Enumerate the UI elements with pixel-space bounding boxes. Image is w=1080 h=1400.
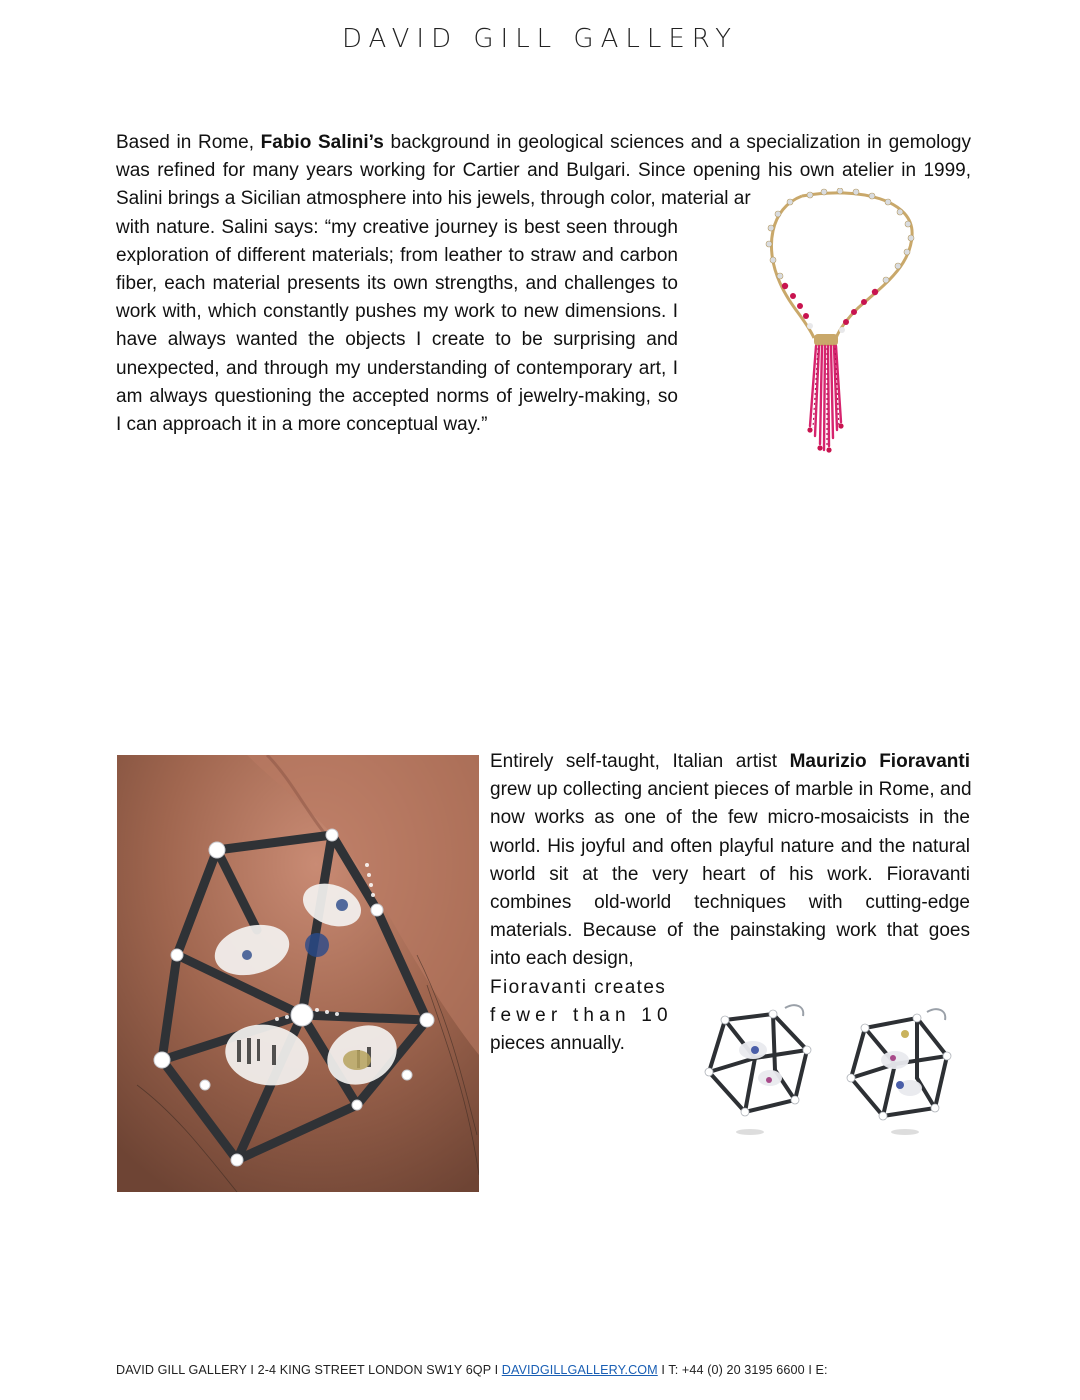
salini-quote-line: am always questioning the accepted norms of jewelry-making, so [116, 385, 678, 407]
earrings-pair-image [695, 1000, 965, 1150]
fioravanti-line: grew up collecting ancient pieces of marble in Rome, and [490, 779, 972, 801]
necklace-image [740, 188, 940, 468]
salini-quote-line: I can approach it in a more conceptual way.” [116, 414, 488, 436]
salini-line-3: Salini brings a Sicilian atmosphere into his jewels, through color, material ar [116, 188, 751, 210]
salini-quote-line: unexpected, and through my understanding of contemporary art, I [116, 357, 678, 379]
salini-quote-line: fiber, each material presents its own strengths, and challenges to [116, 273, 678, 295]
gallery-logo: DAVID GILL GALLERY [341, 24, 739, 54]
artist-name-fioravanti: Maurizio Fioravanti [789, 751, 970, 772]
fioravanti-line: combines old-world techniques with cutting-edge [490, 892, 970, 914]
salini-intro: Based in Rome, [116, 132, 261, 153]
gallery-website-link[interactable]: DAVIDGILLGALLERY.COM [501, 1363, 658, 1377]
fioravanti-narrow-line: Fioravanti creates [490, 976, 667, 998]
fioravanti-narrow-line: fewer than 10 [490, 1004, 673, 1026]
fioravanti-line: now works as one of the few micro-mosaicists in the [490, 807, 970, 829]
footer-contact [116, 1363, 828, 1377]
footer-address: DAVID GILL GALLERY I 2-4 KING STREET LONDON SW1Y 6QP I [116, 1363, 502, 1377]
fioravanti-line-1 [490, 748, 970, 776]
fioravanti-line: materials. Because of the painstaking work that goes [490, 920, 970, 942]
fioravanti-line: world. His joyful and often playful nature and the natural [490, 835, 970, 857]
earring-closeup-photo [117, 755, 479, 1192]
footer-phone: I T: +44 (0) 20 3195 6600 I E: [657, 1363, 828, 1377]
fioravanti-narrow-column [490, 974, 673, 1059]
fioravanti-intro: Entirely self-taught, Italian artist [490, 751, 790, 772]
salini-quote-line: have always wanted the objects I create to be surprising and [116, 329, 678, 351]
salini-intro-rest: background in geological sciences and a specialization in gemology [383, 132, 971, 153]
salini-line-1 [116, 129, 971, 157]
fioravanti-line: world sit at the very heart of his work. Fioravanti [490, 863, 970, 885]
fioravanti-narrow-line: pieces annually. [490, 1033, 625, 1055]
salini-quote-line: work with, which constantly pushes my work to new dimensions. I [116, 301, 678, 323]
salini-quote-line: exploration of different materials; from leather to straw and carbon [116, 244, 678, 266]
artist-name-salini: Fabio Salini’s [260, 132, 384, 153]
salini-quote-line: with nature. Salini says: “my creative journey is best seen through [116, 216, 678, 238]
salini-line-2: was refined for many years working for Cartier and Bulgari. Since opening his own atelier in 1999, [116, 160, 971, 182]
salini-quote [116, 214, 678, 440]
fioravanti-line: into each design, [490, 948, 634, 970]
